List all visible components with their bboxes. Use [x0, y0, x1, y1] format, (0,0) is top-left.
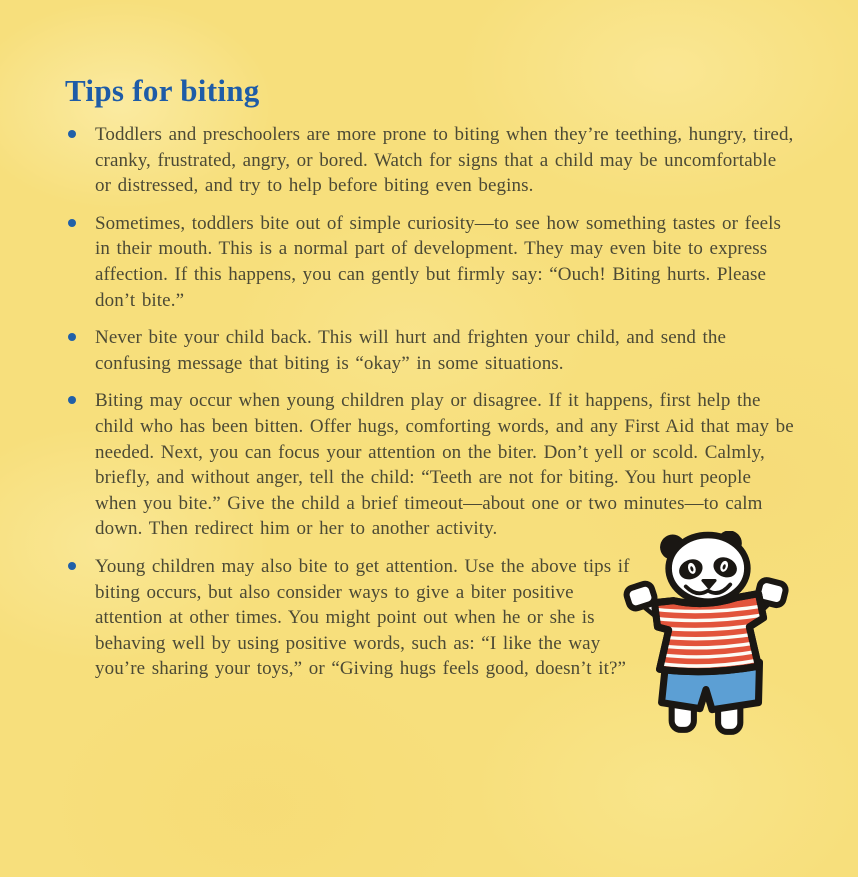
- panda-illustration: [621, 531, 793, 743]
- tip-item: [65, 388, 798, 542]
- page-title: Tips for biting: [65, 73, 260, 108]
- tip-text: Sometimes, toddlers bite out of simple curiosity—to see how something tastes or feels in their mouth. This is a normal part of development. They may even bite to express affection. If this happens, you can gently but firmly say: “Ouch! Biting hurts. Please don’t bite.”: [95, 212, 782, 311]
- bullet-icon: [68, 130, 76, 138]
- bullet-icon: [68, 333, 76, 341]
- tip-text: Never bite your child back. This will hurt and frighten your child, and send the confusing message that biting is “okay” in some situations.: [95, 327, 726, 374]
- tip-text: Toddlers and preschoolers are more prone to biting when they’re teething, hungry, tired, cranky, frustrated, angry, or bored. Watch for signs that a child may be uncomfortable or distressed, and try to help before biting even begins.: [95, 124, 794, 197]
- bullet-icon: [68, 562, 76, 570]
- tip-item: [65, 325, 798, 376]
- tip-text: Young children may also bite to get attention. Use the above tips if biting occurs, but also consider ways to give a biter positive attention at other times. You might point out when he or she is behaving well by using positive words, such as: “I like the way you’re sharing your toys,” or “Giving hugs feels good, doesn’t it?”: [95, 555, 630, 680]
- bullet-icon: [68, 396, 76, 404]
- bullet-icon: [68, 219, 76, 227]
- tip-text: Biting may occur when young children play or disagree. If it happens, first help the child who has been bitten. Offer hugs, comforting words, and any First Aid that may be needed. Next, you can focus your attention on the biter. Don’t yell or scold. Calmly, briefly, and without anger, tell the child: “Teeth are not for biting. You hurt people when you bite.” Give the child a brief timeout—about one or two minutes—to calm down. Then redirect him or her to another activity.: [95, 390, 794, 540]
- tip-item: [65, 122, 798, 199]
- tip-item: [65, 211, 798, 313]
